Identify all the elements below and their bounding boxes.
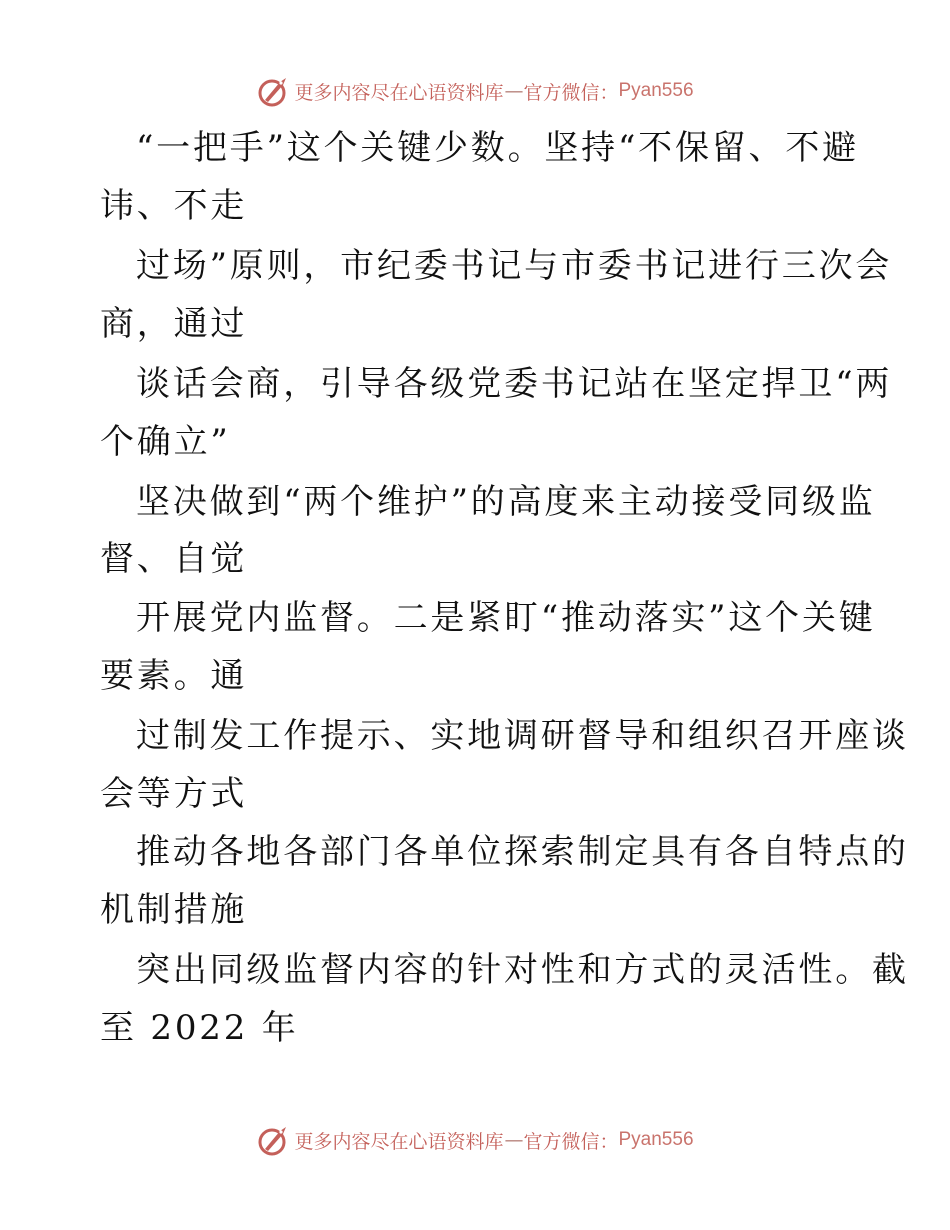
text-line: 要素。通 xyxy=(100,656,248,696)
text-line: 个确立” xyxy=(100,422,231,462)
text-line: 过场”原则，市纪委书记与市委书记进行三次会 xyxy=(136,246,893,286)
banner-dash: — xyxy=(504,80,523,102)
banner-contact-label: 官方微信： xyxy=(523,1130,619,1153)
banner-text: 更多内容尽在心语资料库 xyxy=(294,1130,504,1153)
text-line: 会等方式 xyxy=(100,774,248,814)
header-banner xyxy=(0,71,950,111)
footer-banner xyxy=(0,1120,950,1160)
text-line: 推动各地各部门各单位探索制定具有各自特点的 xyxy=(136,832,909,872)
banner-text: 更多内容尽在心语资料库 xyxy=(294,81,504,104)
text-line: 过制发工作提示、实地调研督导和组织召开座谈 xyxy=(136,716,909,756)
pen-nib-circle-icon xyxy=(256,73,292,109)
text-line: 督、自觉 xyxy=(100,539,248,579)
text-line: 坚决做到“两个维护”的高度来主动接受同级监 xyxy=(136,482,876,522)
text-line: 开展党内监督。二是紧盯“推动落实”这个关键 xyxy=(136,598,876,638)
text-line: 谈话会商，引导各级党委书记站在坚定捍卫“两 xyxy=(136,364,893,404)
text-line: 机制措施 xyxy=(100,890,248,930)
text-line: “一把手”这个关键少数。坚持“不保留、不避 xyxy=(136,128,859,168)
banner-contact-id: Pyan556 xyxy=(618,1129,694,1150)
text-line: 突出同级监督内容的针对性和方式的灵活性。截 xyxy=(136,950,909,990)
text-line: 至 2022 年 xyxy=(100,1008,299,1048)
text-line: 商，通过 xyxy=(100,304,248,344)
banner-contact-id: Pyan556 xyxy=(618,80,694,101)
banner-contact-label: 官方微信： xyxy=(523,81,619,104)
text-line: 讳、不走 xyxy=(100,186,248,226)
banner-dash: — xyxy=(504,1129,523,1151)
pen-nib-circle-icon xyxy=(256,1122,292,1158)
